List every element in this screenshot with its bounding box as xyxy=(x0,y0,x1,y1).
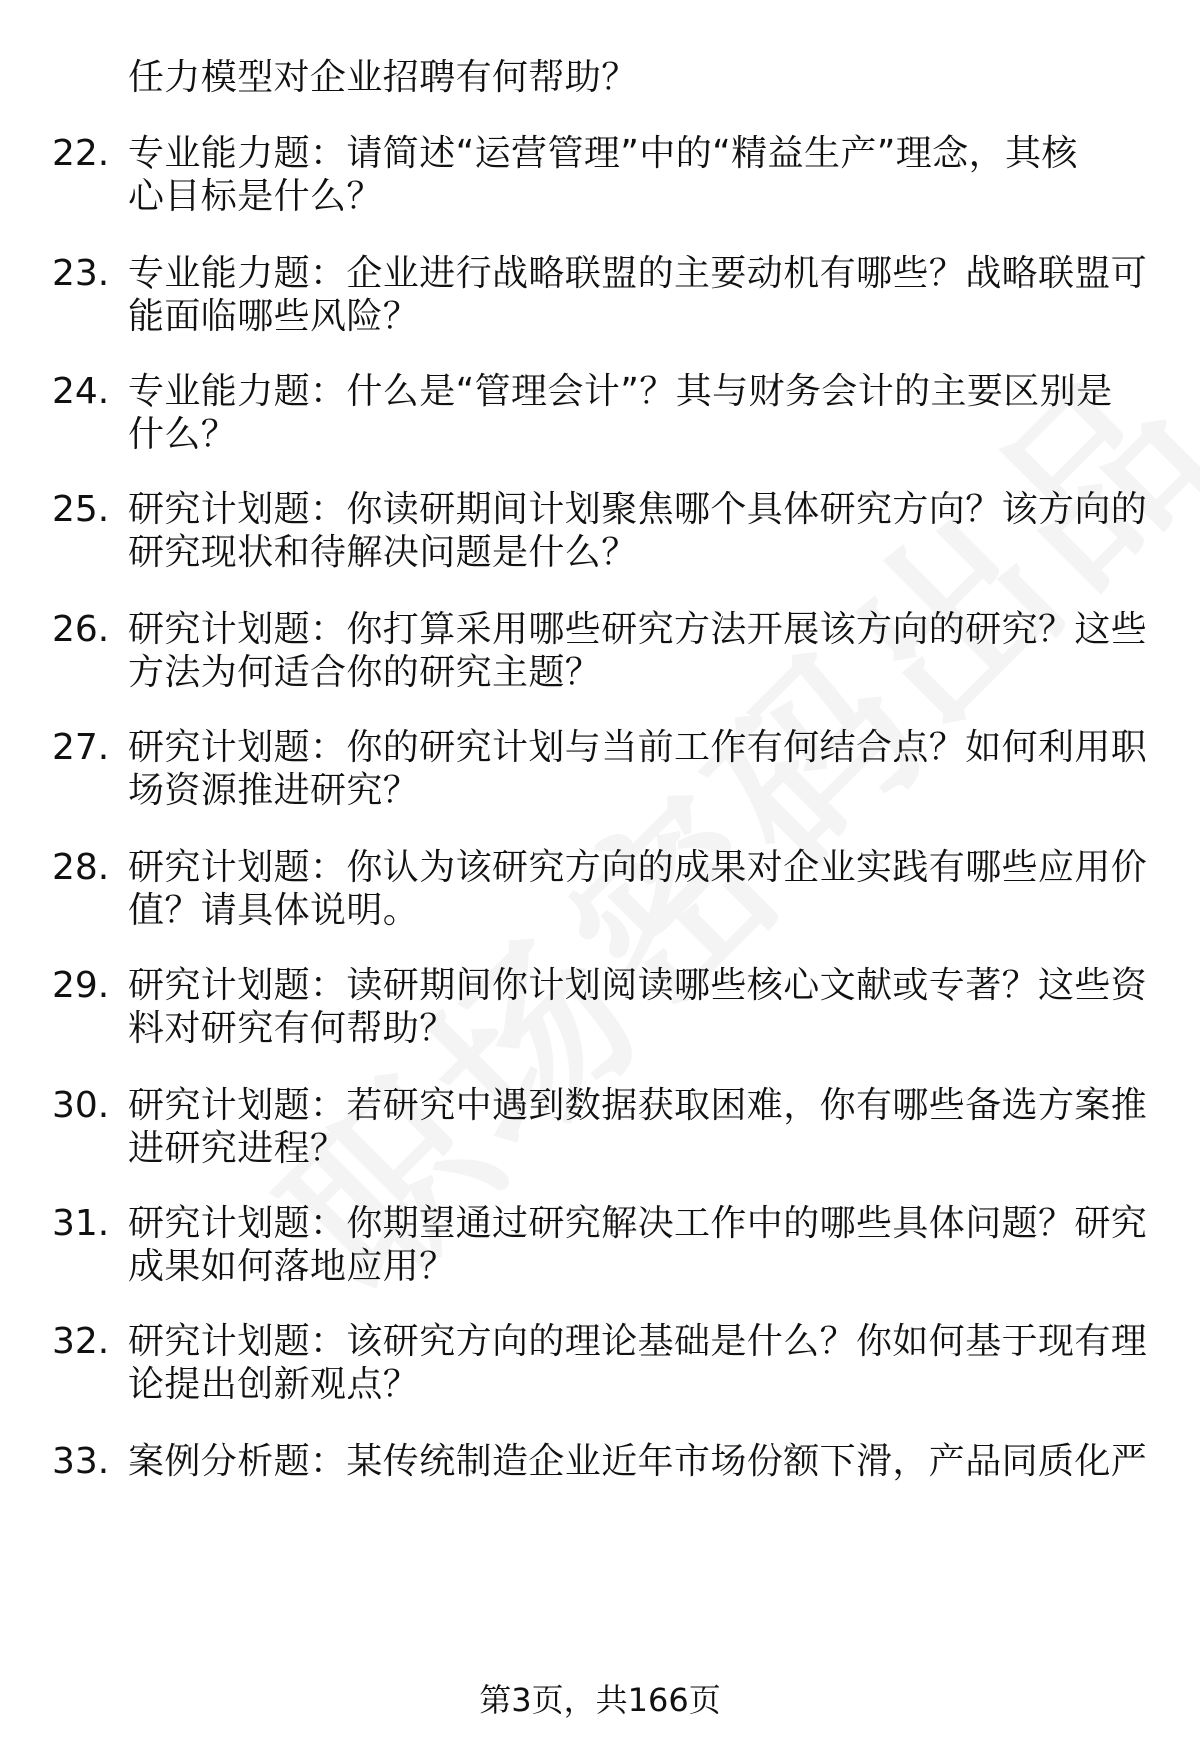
question-text-line: 研究现状和待解决问题是什么？ xyxy=(128,532,638,573)
question-text-line: 研究计划题：你打算采用哪些研究方法开展该方向的研究？这些 xyxy=(128,609,1148,650)
question-text-line: 心目标是什么？ xyxy=(128,176,383,217)
question-number: 30. xyxy=(52,1085,110,1126)
question-text-line: 专业能力题：企业进行战略联盟的主要动机有哪些？战略联盟可 xyxy=(128,253,1148,294)
question-text-line: 研究计划题：若研究中遇到数据获取困难，你有哪些备选方案推 xyxy=(128,1085,1148,1126)
question-text-line: 研究计划题：该研究方向的理论基础是什么？你如何基于现有理 xyxy=(128,1321,1148,1362)
question-text-line: 研究计划题：你的研究计划与当前工作有何结合点？如何利用职 xyxy=(128,727,1148,768)
question-text-line: 方法为何适合你的研究主题？ xyxy=(128,652,602,693)
question-number: 33. xyxy=(52,1441,110,1482)
question-text-line: 研究计划题：你读研期间计划聚焦哪个具体研究方向？该方向的 xyxy=(128,489,1148,530)
question-number: 31. xyxy=(52,1203,110,1244)
question-number: 27. xyxy=(52,727,110,768)
question-text-line: 案例分析题：某传统制造企业近年市场份额下滑，产品同质化严 xyxy=(128,1441,1148,1482)
question-text-line: 值？请具体说明。 xyxy=(128,890,420,931)
question-number: 24. xyxy=(52,371,110,412)
question-text-line: 研究计划题：读研期间你计划阅读哪些核心文献或专著？这些资 xyxy=(128,965,1148,1006)
question-number: 23. xyxy=(52,253,110,294)
question-text-line: 研究计划题：你期望通过研究解决工作中的哪些具体问题？研究 xyxy=(128,1203,1148,1244)
question-text-line: 成果如何落地应用？ xyxy=(128,1246,456,1287)
question-text-line: 能面临哪些风险？ xyxy=(128,296,420,337)
question-text-line: 料对研究有何帮助？ xyxy=(128,1008,456,1049)
question-text-line: 场资源推进研究？ xyxy=(128,770,420,811)
question-number: 29. xyxy=(52,965,110,1006)
question-text-line: 研究计划题：你认为该研究方向的成果对企业实践有哪些应用价 xyxy=(128,847,1148,888)
question-text-line: 论提出创新观点？ xyxy=(128,1364,420,1405)
question-number: 22. xyxy=(52,133,110,174)
question-text-line: 专业能力题：请简述“运营管理”中的“精益生产”理念，其核 xyxy=(128,133,1078,174)
question-text-line: 任力模型对企业招聘有何帮助？ xyxy=(128,57,638,98)
question-text-line: 专业能力题：什么是“管理会计”？其与财务会计的主要区别是 xyxy=(128,371,1113,412)
question-number: 32. xyxy=(52,1321,110,1362)
page-footer: 第3页，共166页 xyxy=(479,1681,721,1719)
question-number: 28. xyxy=(52,847,110,888)
question-number: 26. xyxy=(52,609,110,650)
question-text-line: 什么？ xyxy=(128,414,238,455)
question-text-line: 进研究进程？ xyxy=(128,1128,347,1169)
question-number: 25. xyxy=(52,489,110,530)
